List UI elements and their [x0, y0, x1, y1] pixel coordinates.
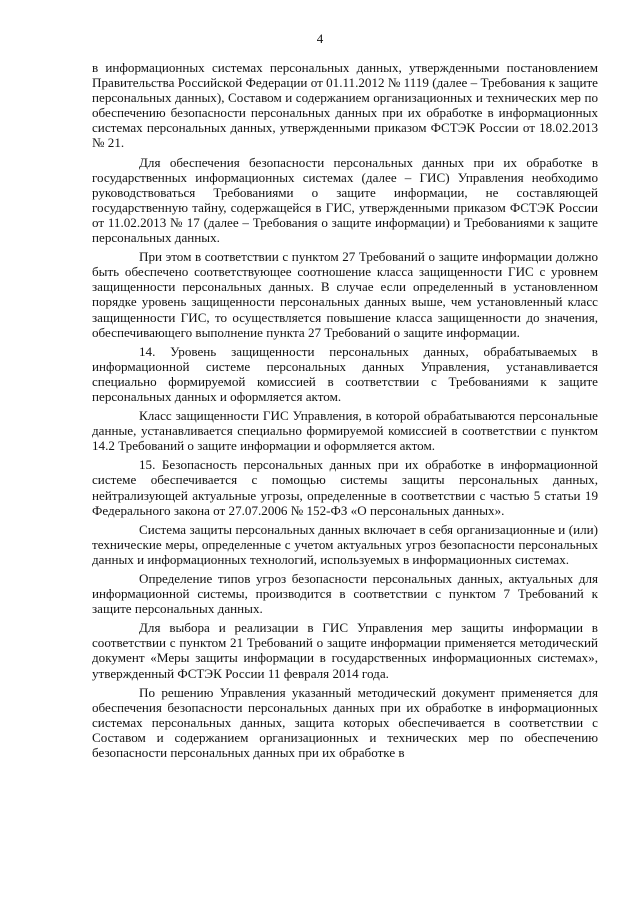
paragraph-2: Для обеспечения безопасности персональных данных при их обработке в государственных информационных системах (далее – ГИС) Управления необходимо руководствоваться Требованиями о защите информации, не составляющей государственную тайну, содержащейся в ГИС, утвержденными приказом ФСТЭК России от 11.02.2013 № 17 (далее – Требования о защите информации) и Требованиями к защите персональных данных.	[92, 154, 598, 246]
paragraph-3: При этом в соответствии с пунктом 27 Требований о защите информации должно быть обеспечено соответствующее соотношение класса защищенности ГИС с уровнем защищенности персональных данных. В случае если определенный в установленном порядке уровень защищенности персональных данных выше, чем установленный класс защищенности ГИС, то осуществляется повышение класса защищенности до значения, обеспечивающего выполнение пункта 27 Требований о защите информации.	[92, 249, 598, 340]
paragraph-9: Для выбора и реализации в ГИС Управления мер защиты информации в соответствии с пунктом 21 Требований о защите информации применяется методический документ «Меры защиты информации в государственных информационных системах», утвержденный ФСТЭК России 11 февраля 2014 года.	[92, 620, 598, 681]
page-number: 4	[316, 31, 324, 46]
paragraph-5: Класс защищенности ГИС Управления, в которой обрабатываются персональные данные, устанавливается специально формируемой комиссией в соответствии с пунктом 14.2 Требований о защите информации и оформляется актом.	[92, 408, 598, 454]
paragraph-8: Определение типов угроз безопасности персональных данных, актуальных для информационной системы, производится в соответствии с пунктом 7 Требований к защите персональных данных.	[92, 571, 598, 617]
paragraph-6: 15. Безопасность персональных данных при их обработке в информационной системе обеспечивается с помощью системы защиты персональных данных, нейтрализующей актуальные угрозы, определенные в соответствии с частью 5 статьи 19 Федерального закона от 27.07.2006 № 152-ФЗ «О персональных данных».	[92, 457, 598, 518]
paragraph-10: По решению Управления указанный методический документ применяется для обеспечения безопасности персональных данных при их обработке в информационных системах персональных данных, защита которых обеспечивается в соответствии с Составом и содержанием организационных и технических мер по обеспечению безопасности персональных данных при их обработке в	[92, 684, 598, 761]
paragraph-7: Система защиты персональных данных включает в себя организационные и (или) технические меры, определенные с учетом актуальных угроз безопасности персональных данных и информационных технологий, используемых в информационных системах.	[92, 521, 598, 567]
paragraph-4: 14. Уровень защищенности персональных данных, обрабатываемых в информационной системе персональных данных Управления, устанавливается специально формируемой комиссией в соответствии с Требованиями к защите персональных данных и оформляется актом.	[92, 343, 598, 404]
document-body	[92, 60, 598, 764]
paragraph-1: в информационных системах персональных данных, утвержденными постановлением Правительства Российской Федерации от 01.11.2012 № 1119 (далее – Требования к защите персональных данных), Составом и содержанием организационных и технических мер по обеспечению безопасности персональных данных при их обработке в информационных системах персональных данных, утвержденными приказом ФСТЭК России от 18.02.2013 № 21.	[92, 60, 598, 151]
